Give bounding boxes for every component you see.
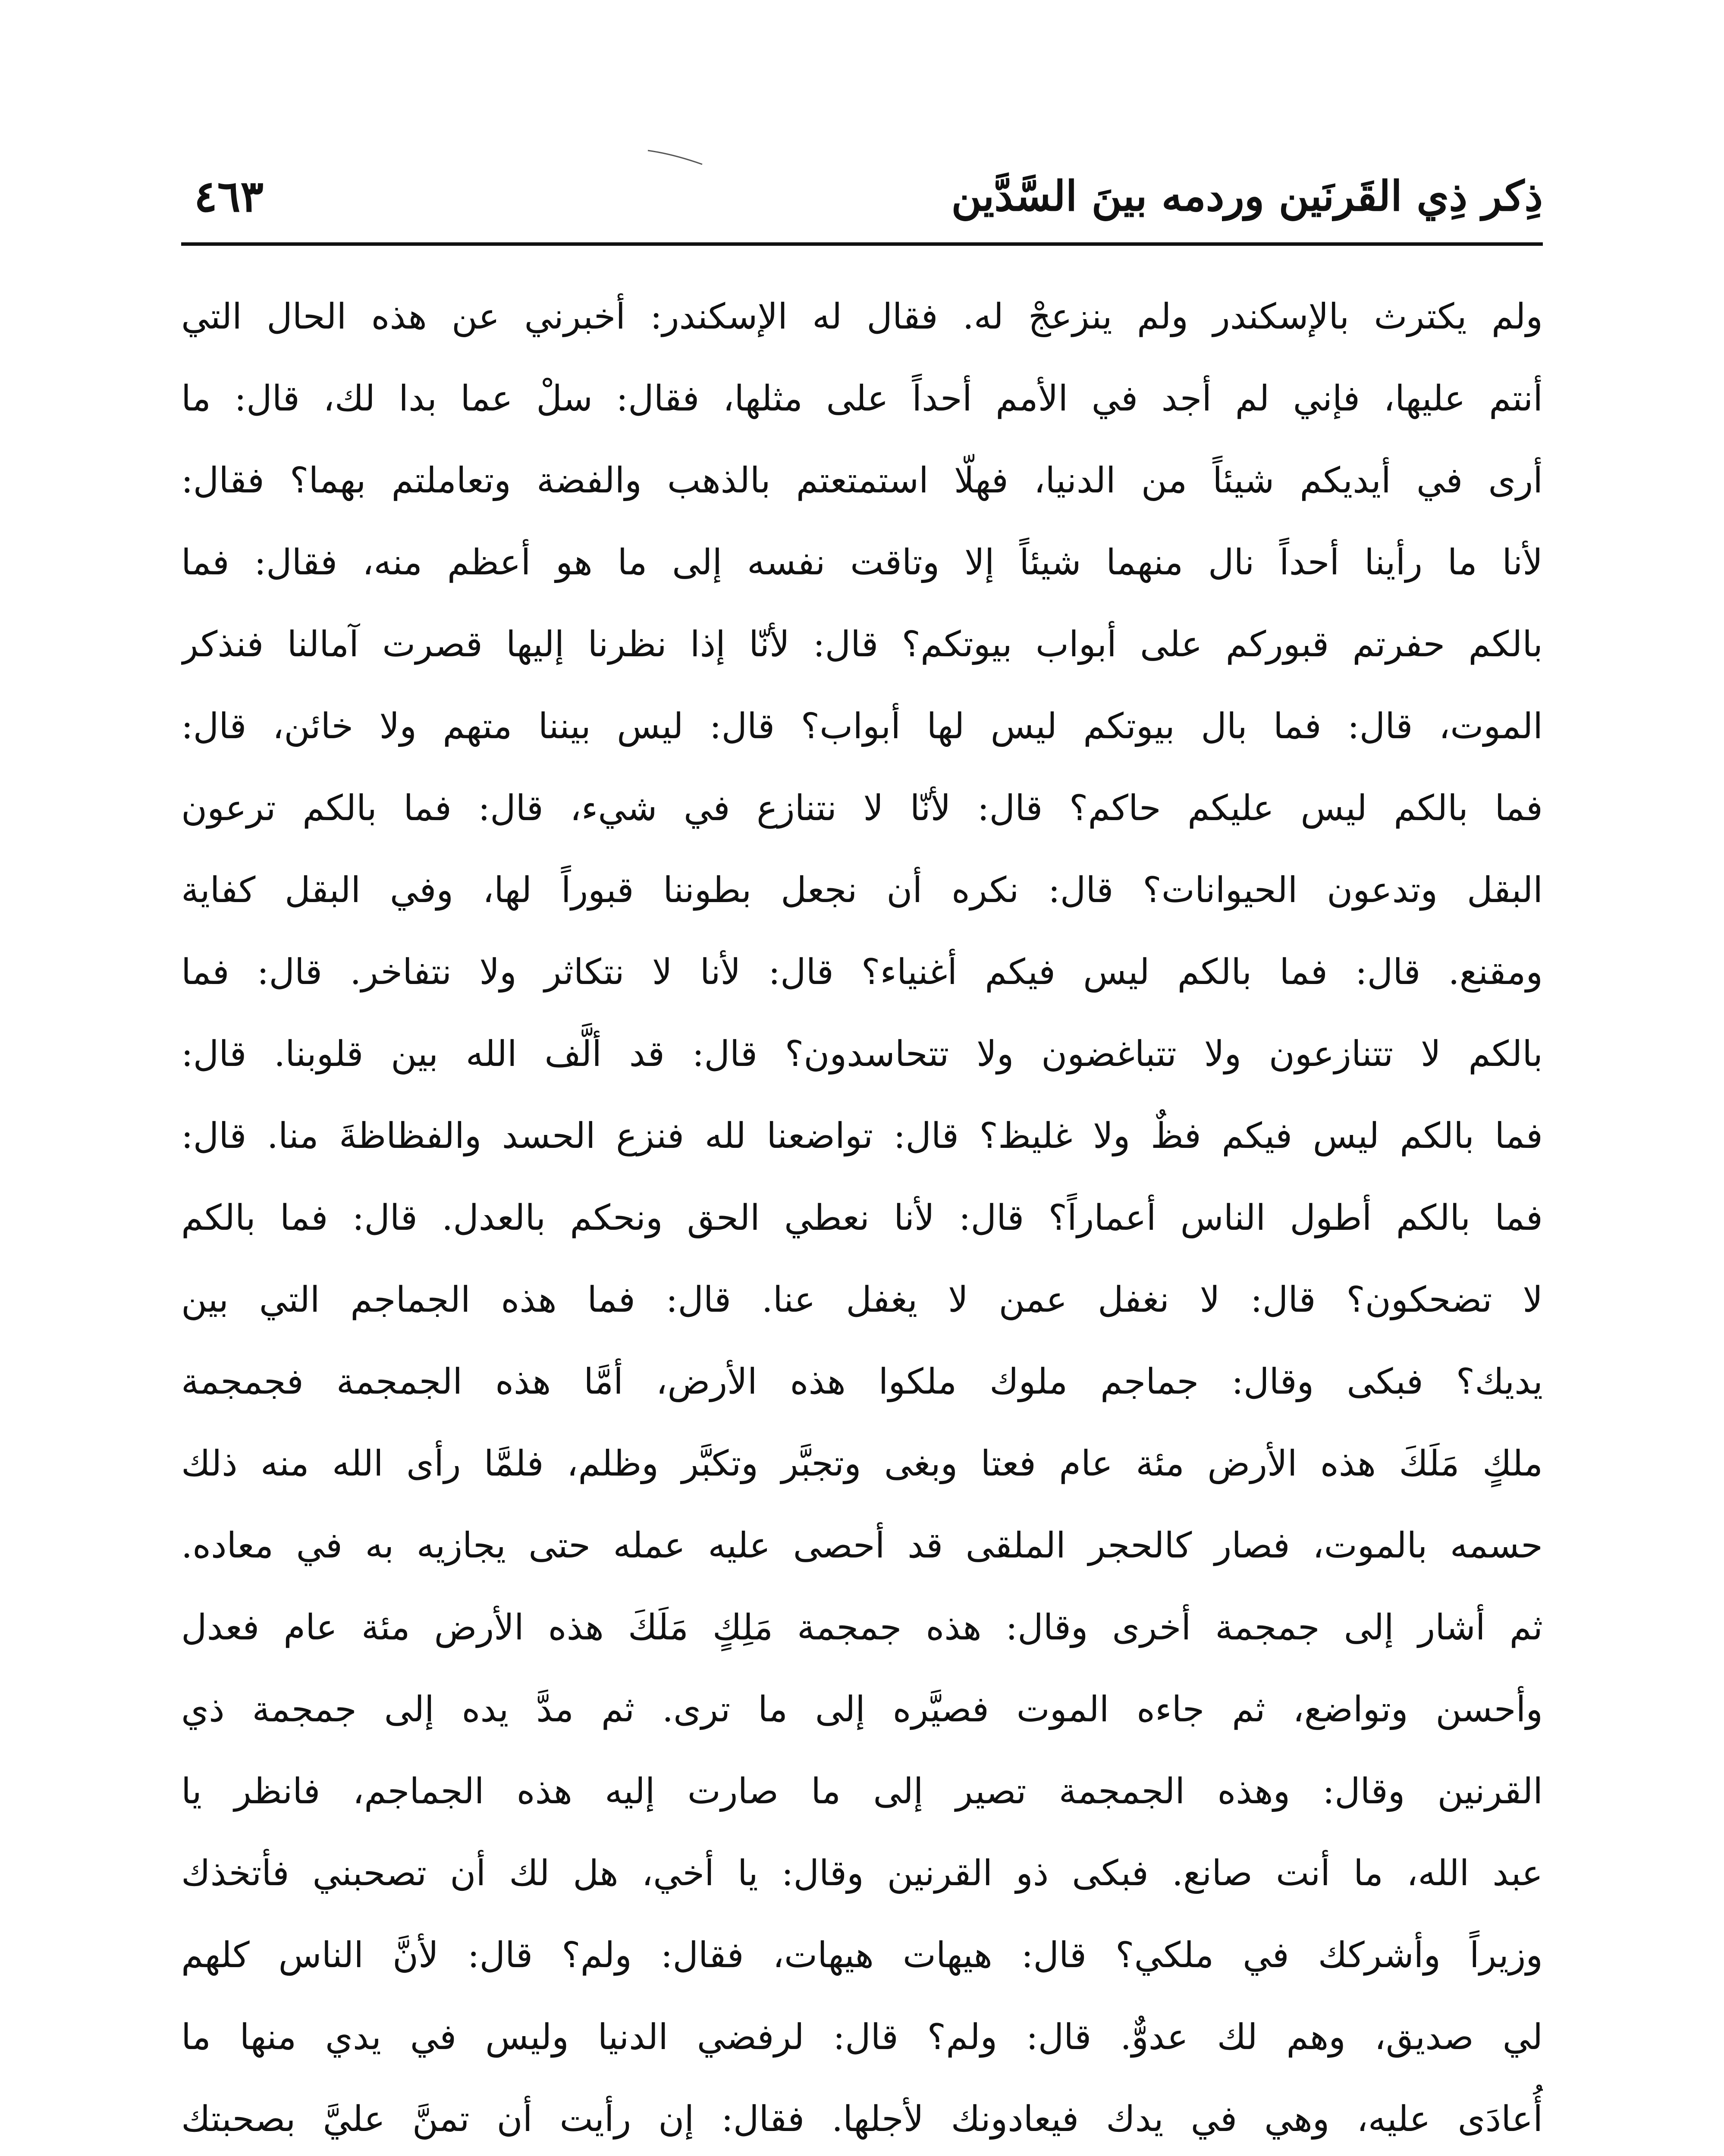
print-mark	[647, 149, 703, 166]
running-title: ذِكر ذِي القَرنَين وردمه بينَ السَّدَّين	[951, 172, 1543, 220]
text-line: لأنا ما رأينا أحداً نال منهما شيئاً إلا وتاقت نفسه إلى ما هو أعظم منه، فقال: فما	[181, 542, 1543, 583]
text-line: ثم أشار إلى جمجمة أخرى وقال: هذه جمجمة مَلِكٍ مَلَكَ هذه الأرض مئة عام فعدل	[181, 1607, 1543, 1648]
text-line: ولم يكترث بالإسكندر ولم ينزعجْ له. فقال له الإسكندر: أخبرني عن هذه الحال التي	[181, 296, 1543, 337]
text-line: عبد الله، ما أنت صانع. فبكى ذو القرنين وقال: يا أخي، هل لك أن تصحبني فأتخذك	[181, 1853, 1543, 1894]
header-rule	[181, 242, 1543, 246]
text-line: فما بالكم أطول الناس أعماراً؟ قال: لأنا نعطي الحق ونحكم بالعدل. قال: فما بالكم	[181, 1197, 1543, 1238]
text-line: القرنين وقال: وهذه الجمجمة تصير إلى ما صارت إليه هذه الجماجم، فانظر يا	[181, 1771, 1543, 1812]
text-line: فما بالكم ليس عليكم حاكم؟ قال: لأنّا لا نتنازع في شيء، قال: فما بالكم ترعون	[181, 788, 1543, 829]
page-number: ٤٦٣	[194, 171, 264, 222]
text-line: وأحسن وتواضع، ثم جاءه الموت فصيَّره إلى ما ترى. ثم مدَّ يده إلى جمجمة ذي	[181, 1689, 1543, 1730]
text-line: ومقنع. قال: فما بالكم ليس فيكم أغنياء؟ قال: لأنا لا نتكاثر ولا نتفاخر. قال: فما	[181, 952, 1543, 993]
text-line: يديك؟ فبكى وقال: جماجم ملوك ملكوا هذه الأرض، أمَّا هذه الجمجمة فجمجمة	[181, 1361, 1543, 1402]
text-line: أُعادَى عليه، وهي في يدك فيعادونك لأجلها. فقال: إن رأيت أن تمنَّ عليَّ بصحبتك	[181, 2099, 1543, 2140]
body-text	[181, 276, 1543, 2156]
text-line: ملكٍ مَلَكَ هذه الأرض مئة عام فعتا وبغى وتجبَّر وتكبَّر وظلم، فلمَّا رأى الله منه ذلك	[181, 1443, 1543, 1484]
text-line: حسمه بالموت، فصار كالحجر الملقى قد أحصى عليه عمله حتى يجازيه به في معاده.	[181, 1525, 1543, 1566]
text-line: بالكم لا تتنازعون ولا تتباغضون ولا تتحاسدون؟ قال: قد ألَّف الله بين قلوبنا. قال:	[181, 1034, 1543, 1075]
text-line: بالكم حفرتم قبوركم على أبواب بيوتكم؟ قال: لأنّا إذا نظرنا إليها قصرت آمالنا فنذكر	[181, 624, 1543, 665]
text-line: الموت، قال: فما بال بيوتكم ليس لها أبواب؟ قال: ليس بيننا متهم ولا خائن، قال:	[181, 706, 1543, 747]
text-line: فما بالكم ليس فيكم فظٌ ولا غليظ؟ قال: تواضعنا لله فنزع الحسد والفظاظةَ منا. قال:	[181, 1116, 1543, 1156]
text-line: وزيراً وأشركك في ملكي؟ قال: هيهات هيهات، فقال: ولم؟ قال: لأنَّ الناس كلهم	[181, 1935, 1543, 1976]
text-line: لي صديق، وهم لك عدوٌّ. قال: ولم؟ قال: لرفضي الدنيا وليس في يدي منها ما	[181, 2017, 1543, 2058]
text-line: أنتم عليها، فإني لم أجد في الأمم أحداً على مثلها، فقال: سلْ عما بدا لك، قال: ما	[181, 378, 1543, 419]
text-line: البقل وتدعون الحيوانات؟ قال: نكره أن نجعل بطوننا قبوراً لها، وفي البقل كفاية	[181, 870, 1543, 911]
text-line: أرى في أيديكم شيئاً من الدنيا، فهلّا استمتعتم بالذهب والفضة وتعاملتم بهما؟ فقال:	[181, 460, 1543, 501]
text-line: لا تضحكون؟ قال: لا نغفل عمن لا يغفل عنا. قال: فما هذه الجماجم التي بين	[181, 1279, 1543, 1320]
page-header	[181, 164, 1543, 237]
